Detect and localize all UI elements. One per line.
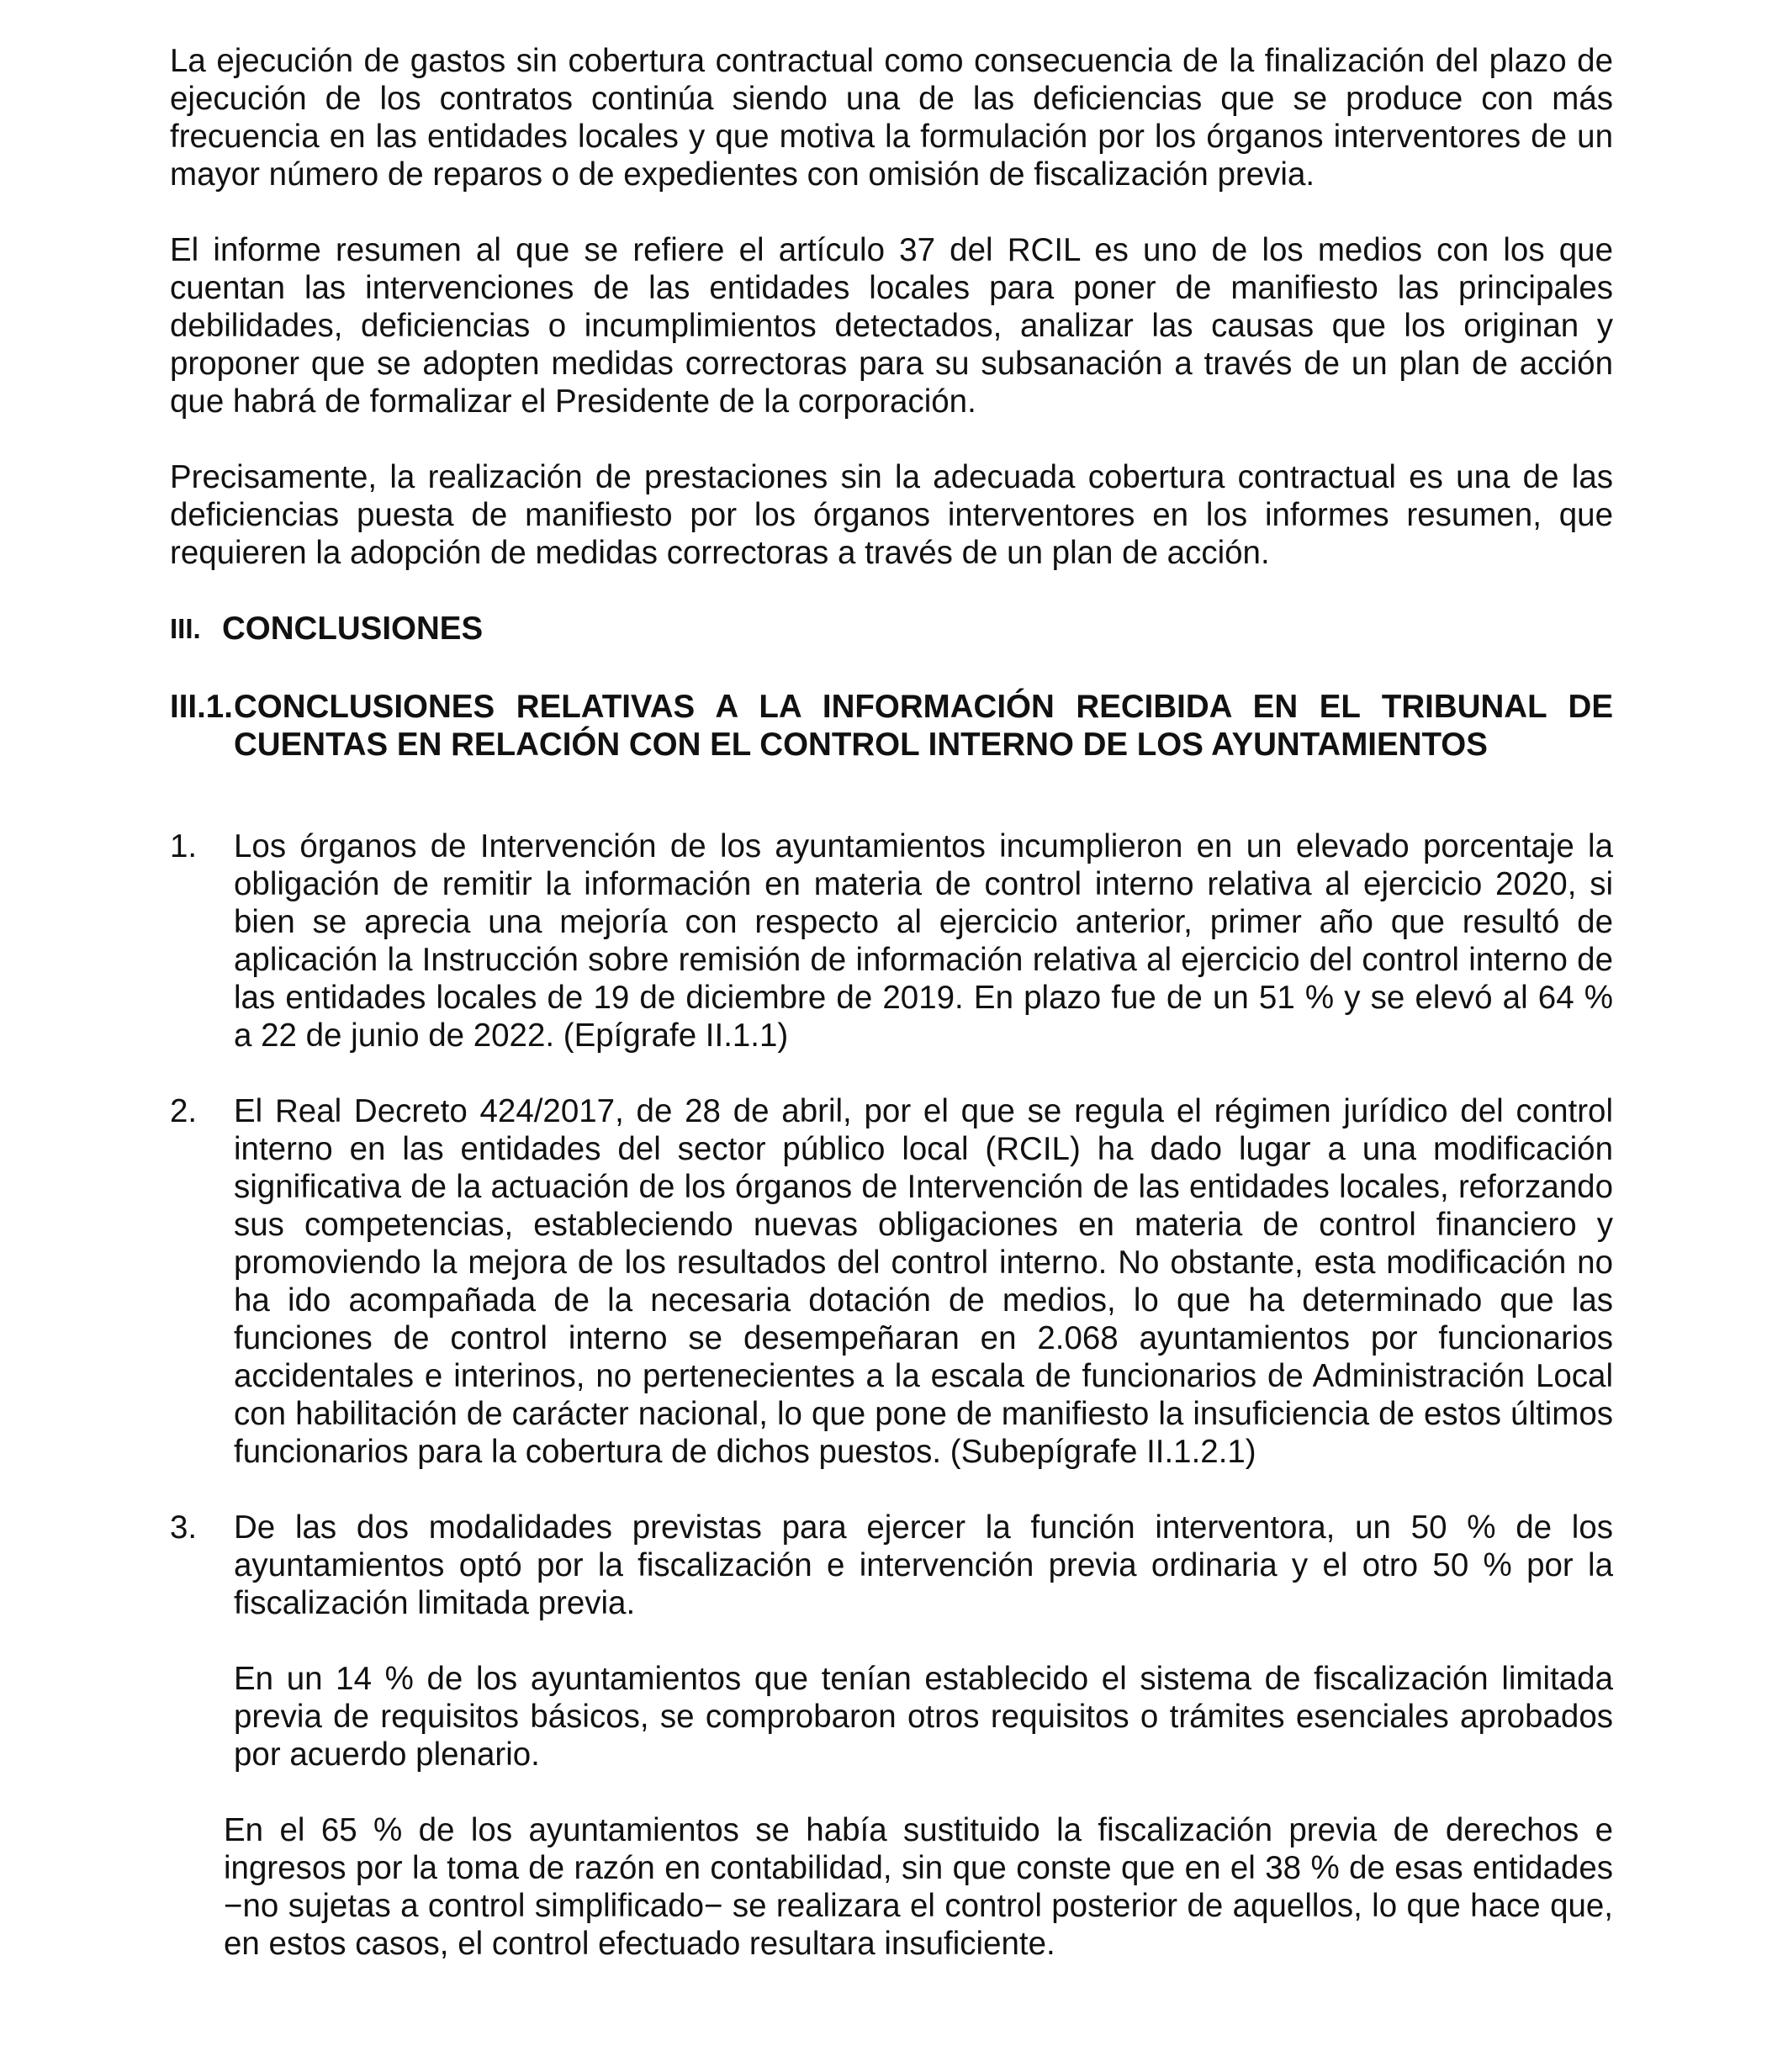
conclusion-item-3 [170, 1509, 1613, 1622]
section-title: CONCLUSIONES [222, 610, 484, 647]
conclusion-item-1 [170, 827, 1613, 1054]
subsection-title: CONCLUSIONES RELATIVAS A LA INFORMACIÓN RECIBIDA EN EL TRIBUNAL DE CUENTAS EN RELACIÓN CON EL CONTROL INTERNO DE LOS AYUNTAMIENTOS [234, 689, 1613, 763]
section-heading [170, 610, 1613, 648]
section-number: III. [170, 613, 201, 644]
item-text: De las dos modalidades previstas para ejercer la función interventora, un 50 % de los ayuntamientos optó por la fiscalización e intervención previa ordinaria y el otro 50 % por la fiscalización limitada previa. [234, 1509, 1613, 1621]
intro-paragraph-1: La ejecución de gastos sin cobertura contractual como consecuencia de la finalización del plazo de ejecución de los contratos continúa siendo una de las deficiencias que se produce con más frecuencia en las entidades locales y que motiva la formulación por los órganos interventores de un mayor número de reparos o de expedientes con omisión de fiscalización previa. [170, 43, 1613, 193]
item-number: 3. [170, 1509, 198, 1546]
document-page [170, 42, 1613, 1963]
subsection-number: III.1. [170, 689, 233, 725]
item-number: 1. [170, 828, 198, 864]
item-number: 2. [170, 1093, 198, 1129]
subsection-heading [170, 688, 1613, 764]
conclusion-item-2 [170, 1092, 1613, 1471]
item-3-paragraph-2: En un 14 % de los ayuntamientos que tenían establecido el sistema de fiscalización limitada previa de requisitos básicos, se comprobaron otros requisitos o trámites esenciales aprobados por acuerdo plenario. [234, 1661, 1613, 1773]
intro-paragraph-3: Precisamente, la realización de prestaciones sin la adecuada cobertura contractual es una de las deficiencias puesta de manifiesto por los órganos interventores en los informes resumen, que requieren la adopción de medidas correctoras a través de un plan de acción. [170, 459, 1613, 571]
intro-paragraph-2: El informe resumen al que se refiere el artículo 37 del RCIL es uno de los medios con los que cuentan las intervenciones de las entidades locales para poner de manifiesto las principales debilidades, deficiencias o incumplimientos detectados, analizar las causas que los originan y proponer que se adopten medidas correctoras para su subsanación a través de un plan de acción que habrá de formalizar el Presidente de la corporación. [170, 232, 1613, 420]
item-text: El Real Decreto 424/2017, de 28 de abril, por el que se regula el régimen jurídico del control interno en las entidades del sector público local (RCIL) ha dado lugar a una modificación significativa de la actuación de los órganos de Intervención de las entidades locales, reforzando sus competencias, estableciendo nuevas obligaciones en materia de control financiero y promoviendo la mejora de los resultados del control interno. No obstante, esta modificación no ha ido acompañada de la necesaria dotación de medios, lo que ha determinado que las funciones de control interno se desempeñaran en 2.068 ayuntamientos por funcionarios accidentales e interinos, no pertenecientes a la escala de funcionarios de Administración Local con habilitación de carácter nacional, lo que pone de manifiesto la insuficiencia de estos últimos funcionarios para la cobertura de dichos puestos. (Subepígrafe II.1.2.1) [234, 1093, 1613, 1470]
item-3-paragraph-3: En el 65 % de los ayuntamientos se había sustituido la fiscalización previa de derechos e ingresos por la toma de razón en contabilidad, sin que conste que en el 38 % de esas entidades −no sujetas a control simplificado− se realizara el control posterior de aquellos, lo que hace que, en estos casos, el control efectuado resultara insuficiente. [224, 1812, 1613, 1962]
item-text: Los órganos de Intervención de los ayuntamientos incumplieron en un elevado porcentaje la obligación de remitir la información en materia de control interno relativa al ejercicio 2020, si bien se aprecia una mejoría con respecto al ejercicio anterior, primer año que resultó de aplicación la Instrucción sobre remisión de información relativa al ejercicio del control interno de las entidades locales de 19 de diciembre de 2019. En plazo fue de un 51 % y se elevó al 64 % a 22 de junio de 2022. (Epígrafe II.1.1) [234, 828, 1613, 1054]
